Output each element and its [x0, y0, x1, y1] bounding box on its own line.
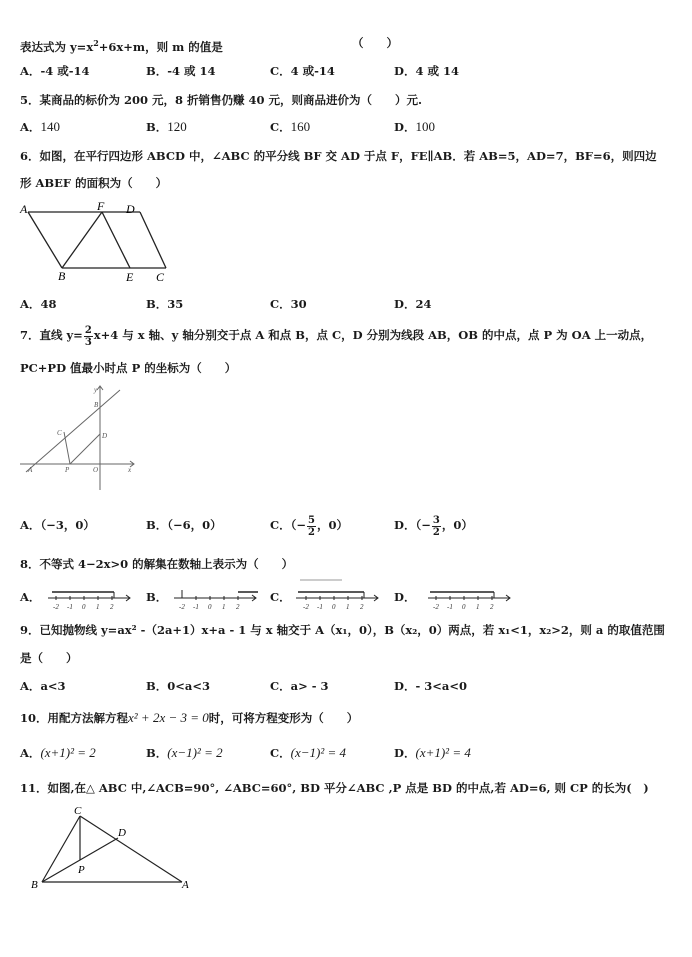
q5-options: [20, 118, 680, 136]
q5-option-d[interactable]: D．100: [394, 119, 435, 134]
q7-options: [20, 510, 680, 540]
q7-label-x: x: [128, 466, 132, 474]
q6-label-b: B: [58, 269, 66, 283]
q4-option-a[interactable]: A．-4 或-14: [20, 64, 90, 78]
svg-text:-2: -2: [303, 603, 309, 611]
q11-label-b: B: [31, 879, 38, 891]
q7-fraction: $\frac{2}{3}$: [84, 324, 92, 348]
q5-option-a[interactable]: A．140: [20, 119, 60, 134]
q6-label-a: A: [20, 202, 28, 216]
q10-option-a[interactable]: A．(x+1)² = 2: [20, 745, 96, 760]
q4-option-b[interactable]: B．-4 或 14: [146, 64, 216, 78]
svg-text:2: 2: [236, 603, 240, 611]
svg-text:-2: -2: [179, 603, 185, 611]
q6-label-e: E: [126, 270, 134, 284]
q10-options: [20, 744, 680, 762]
q9-option-b[interactable]: B．0<a<3: [146, 679, 210, 693]
q7-coordinate-figure: [18, 380, 138, 492]
q6-options: [20, 295, 680, 313]
svg-text:-2: -2: [53, 603, 59, 611]
q10-stem: 10．用配方法解方程x² + 2x − 3 = 0时，可将方程变形为（ ）: [20, 710, 359, 725]
q11-stem: 11．如图,在△ ABC 中,∠ACB=90°, ∠ABC=60°, BD 平分∠ABC ,P 点是 BD 的中点,若 AD=6, 则 CP 的长为( ): [20, 781, 649, 795]
svg-text:2: 2: [490, 603, 494, 611]
q6-stem-line1: 6．如图，在平行四边形 ABCD 中，∠ABC 的平分线 BF 交 AD 于点 F，FE∥AB．若 AB=5，AD=7，BF=6，则四边: [20, 149, 657, 163]
q6-label-c: C: [156, 270, 165, 284]
q6-option-a[interactable]: A．48: [20, 297, 57, 311]
q8-option-d[interactable]: D．: [394, 590, 416, 604]
q6-label-f: F: [97, 199, 105, 213]
q9-stem-line1: 9．已知抛物线 y=ax² -（2a+1）x+a - 1 与 x 轴交于 A（x₁，0），B（x₂，0）两点，若 x₁<1，x₂>2，则 a 的取值范围: [20, 623, 665, 637]
q7-stem-line2: PC+PD 值最小时点 P 的坐标为（ ）: [20, 361, 237, 375]
svg-text:-1: -1: [67, 603, 73, 611]
q6-stem-line2: 形 ABEF 的面积为（ ）: [20, 176, 168, 190]
q4-options: [20, 62, 680, 80]
svg-text:-1: -1: [317, 603, 323, 611]
q8-number-line-c: [292, 578, 382, 612]
svg-text:1: 1: [222, 603, 226, 611]
q8-stem: 8．不等式 4−2x>0 的解集在数轴上表示为（ ）: [20, 557, 294, 571]
q7-label-d: D: [102, 432, 108, 440]
q8-option-b[interactable]: B．: [146, 590, 168, 604]
svg-text:-2: -2: [433, 603, 439, 611]
q5-option-c[interactable]: C．160: [270, 119, 311, 134]
q7-option-a[interactable]: A．（−3，0）: [20, 518, 95, 532]
q8-number-line-d: [424, 584, 514, 612]
svg-text:0: 0: [462, 603, 466, 611]
q4-stem: 表达式为 $y=x^2+6x+m$，则 m 的值是: [20, 38, 223, 54]
q7-label-p: P: [65, 466, 70, 474]
svg-text:2: 2: [110, 603, 114, 611]
q4-option-d[interactable]: D．4 或 14: [394, 64, 459, 78]
q7-label-y: y: [94, 386, 98, 394]
q8-option-c[interactable]: C．: [270, 590, 291, 604]
svg-text:-1: -1: [193, 603, 199, 611]
q7-stem-line1: 7．直线 y= $\frac{2}{3}$ x+4 与 x 轴、y 轴分别交于点 A 和点 B，点 C，D 分别为线段 AB，OB 的中点，点 P 为 OA 上一动点，: [20, 324, 653, 348]
q6-parallelogram-figure: [18, 198, 174, 286]
q8-number-line-b: [170, 584, 260, 612]
q7-option-c[interactable]: C．（− $\frac{5}{2}$ ，0）: [270, 514, 349, 538]
q11-label-c: C: [74, 805, 82, 817]
q9-option-c[interactable]: C．a> - 3: [270, 679, 329, 693]
q9-option-d[interactable]: D．- 3<a<0: [394, 679, 467, 693]
q10-equation: x² + 2x − 3 = 0: [128, 710, 209, 725]
q11-label-d: D: [118, 827, 126, 839]
q6-label-d: D: [126, 202, 135, 216]
svg-text:1: 1: [346, 603, 350, 611]
q9-option-a[interactable]: A．a<3: [20, 679, 66, 693]
q10-option-d[interactable]: D．(x+1)² = 4: [394, 745, 471, 760]
q10-option-b[interactable]: B．(x−1)² = 2: [146, 745, 223, 760]
q8-number-line-a: [44, 584, 134, 612]
svg-text:0: 0: [332, 603, 336, 611]
q6-option-c[interactable]: C．30: [270, 297, 307, 311]
svg-text:0: 0: [208, 603, 212, 611]
q8-option-a[interactable]: A．: [20, 590, 41, 604]
q9-stem-line2: 是（ ）: [20, 651, 78, 665]
q7-label-c: C: [57, 429, 62, 437]
q6-option-b[interactable]: B．35: [146, 297, 184, 311]
svg-text:1: 1: [476, 603, 480, 611]
svg-text:0: 0: [82, 603, 86, 611]
q10-option-c[interactable]: C．(x−1)² = 4: [270, 745, 347, 760]
q5-stem: 5．某商品的标价为 200 元，8 折销售仍赚 40 元，则商品进价为（ ）元.: [20, 93, 423, 107]
q11-triangle-figure: [28, 802, 198, 894]
q9-options: [20, 677, 680, 695]
q7-option-d[interactable]: D．（− $\frac{3}{2}$ ，0）: [394, 514, 473, 538]
svg-text:-1: -1: [447, 603, 453, 611]
svg-text:1: 1: [96, 603, 100, 611]
svg-text:2: 2: [360, 603, 364, 611]
q6-option-d[interactable]: D．24: [394, 297, 432, 311]
q7-label-b: B: [94, 401, 99, 409]
q4-answer-paren: （ ）: [352, 36, 398, 50]
q11-label-p: P: [78, 864, 85, 876]
q7-label-o: O: [93, 466, 99, 474]
q7-option-b[interactable]: B．（−6，0）: [146, 518, 222, 532]
q5-option-b[interactable]: B．120: [146, 119, 187, 134]
q11-label-a: A: [182, 879, 189, 891]
q7-label-a: A: [28, 466, 33, 474]
q4-option-c[interactable]: C．4 或-14: [270, 64, 335, 78]
